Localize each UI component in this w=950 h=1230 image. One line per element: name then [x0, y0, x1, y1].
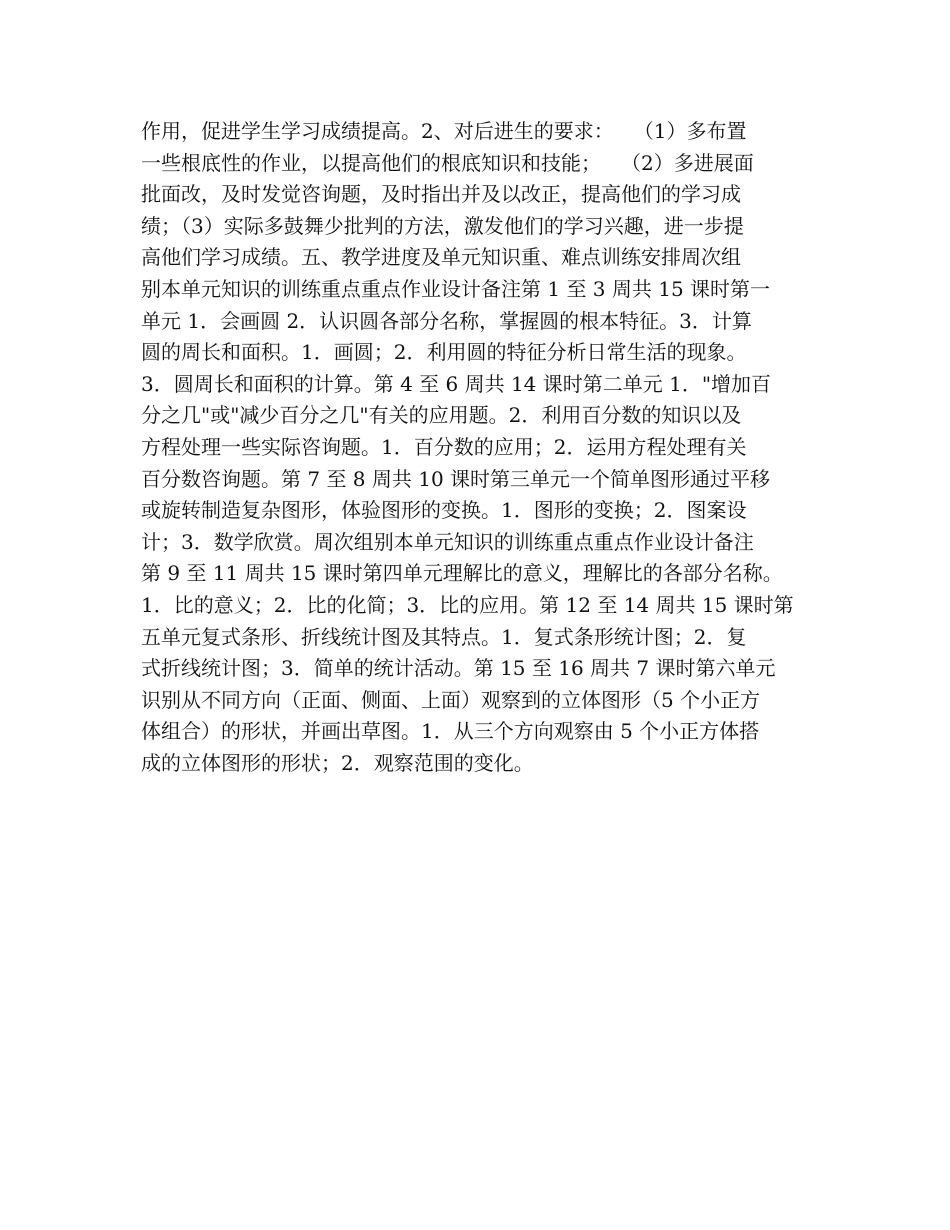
text-line: 体组合）的形状，并画出草图。1．从三个方向观察由 5 个小正方体搭 — [141, 719, 760, 744]
text-line: 或旋转制造复杂图形，体验图形的变换。1．图形的变换；2．图案设 — [141, 498, 747, 523]
text-line: 式折线统计图；3．简单的统计活动。第 15 至 16 周共 7 课时第六单元 — [141, 656, 776, 681]
text-line: 绩；（3）实际多鼓舞少批判的方法，激发他们的学习兴趣，进一步提 — [141, 213, 744, 238]
text-line: 五单元复式条形、折线统计图及其特点。1．复式条形统计图；2．复 — [141, 624, 747, 649]
body-text — [141, 116, 813, 779]
text-line: 计；3．数学欣赏。周次组别本单元知识的训练重点重点作业设计备注 — [141, 529, 754, 554]
text-line: 高他们学习成绩。五、教学进度及单元知识重、难点训练安排周次组 — [141, 245, 741, 270]
text-line: 单元 1．会画圆 2．认识圆各部分名称，掌握圆的根本特征。3．计算 — [141, 308, 752, 333]
text-line: 方程处理一些实际咨询题。1．百分数的应用；2．运用方程处理有关 — [141, 434, 747, 459]
text-line: 别本单元知识的训练重点重点作业设计备注第 1 至 3 周共 15 课时第一 — [141, 276, 771, 301]
text-line: 识别从不同方向（正面、侧面、上面）观察到的立体图形（5 个小正方 — [141, 687, 761, 712]
text-line: 成的立体图形的形状；2．观察范围的变化。 — [141, 750, 534, 775]
text-line: 作用，促进学生学习成绩提高。2、对后进生的要求： （1）多布置 — [141, 119, 747, 143]
text-line: 3．圆周长和面积的计算。第 4 至 6 周共 14 课时第二单元 1．"增加百 — [141, 371, 772, 396]
text-line: 一些根底性的作业，以提高他们的根底知识和技能； （2）多进展面 — [141, 150, 754, 175]
text-line: 批面改，及时发觉咨询题，及时指出并及以改正，提高他们的学习成 — [141, 182, 741, 207]
text-line: 第 9 至 11 周共 15 课时第四单元理解比的意义，理解比的各部分名称。 — [141, 561, 783, 586]
text-line: 圆的周长和面积。1．画圆；2．利用圆的特征分析日常生活的现象。 — [141, 340, 747, 365]
text-line: 1．比的意义；2．比的化简；3．比的应用。第 12 至 14 周共 15 课时第 — [141, 592, 794, 617]
text-line: 百分数咨询题。第 7 至 8 周共 10 课时第三单元一个简单图形通过平移 — [141, 466, 771, 491]
text-line: 分之几"或"减少百分之几"有关的应用题。2．利用百分数的知识以及 — [141, 403, 742, 428]
